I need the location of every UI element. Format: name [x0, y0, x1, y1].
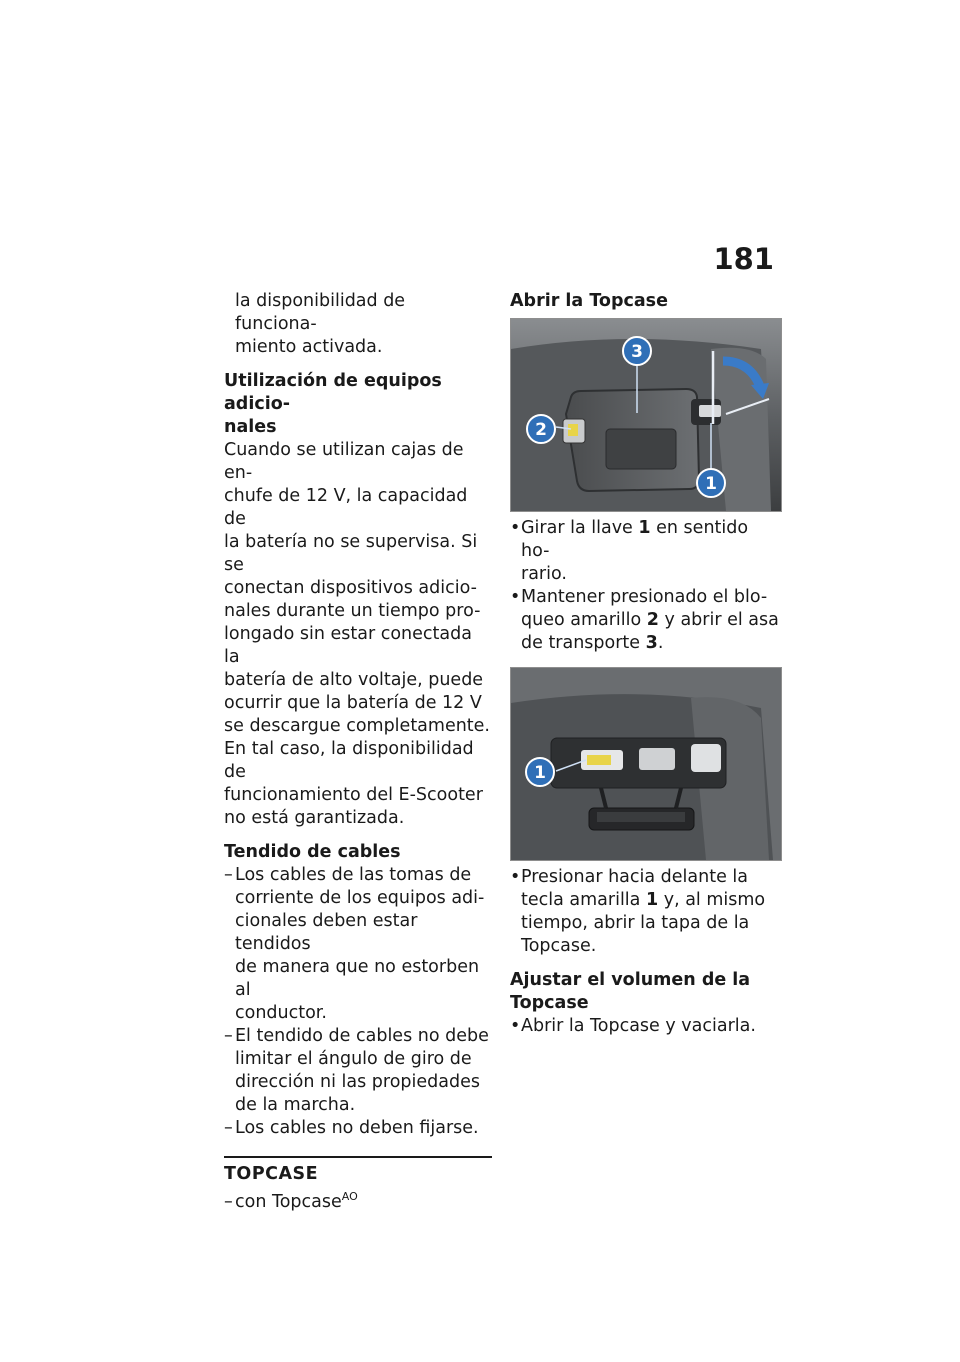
text-line: Topcase.	[521, 936, 597, 956]
volume-steps-list	[510, 1015, 782, 1038]
list-item: • Abrir la Topcase y vaciarla.	[510, 1015, 782, 1038]
text-line: ocurrir que la batería de 12 V	[224, 693, 482, 713]
text-line: Cuando se utilizan cajas de en-	[224, 440, 464, 483]
text-line: no está garantizada.	[224, 808, 405, 828]
list-item	[224, 864, 492, 1025]
text-line: conectan dispositivos adicio-	[224, 578, 477, 598]
option-code: AO	[341, 1190, 358, 1204]
list-item	[224, 1191, 492, 1214]
text-line: – Los cables de las tomas de	[235, 865, 472, 885]
text-line: • Mantener presionado el blo-	[521, 587, 768, 607]
callout-label: 1	[534, 763, 546, 783]
text-span: .	[657, 633, 664, 653]
equipment-text	[224, 439, 492, 830]
list-item	[224, 1117, 492, 1140]
text-line: tiempo, abrir la tapa de la	[521, 913, 750, 933]
text-line	[521, 889, 782, 912]
cables-list	[224, 864, 492, 1140]
reference-number: 1	[645, 890, 659, 910]
cables-heading: Tendido de cables	[224, 842, 401, 862]
equipment-heading: Utilización de equipos adicio-	[224, 371, 442, 414]
lid-steps-list	[510, 866, 782, 958]
intro-line: miento activada.	[235, 337, 383, 357]
text-line: de manera que no estorben al	[235, 957, 480, 1000]
text-line	[521, 632, 782, 655]
text-span: de transporte	[521, 633, 646, 653]
text-line	[521, 517, 782, 563]
intro-line: la disponibilidad de funciona-	[235, 291, 406, 334]
text-line: la batería no se supervisa. Si se	[224, 532, 478, 575]
text-line: funcionamiento del E-Scooter	[224, 785, 483, 805]
text-line: de la marcha.	[235, 1095, 356, 1115]
text-line: En tal caso, la disponibilidad de	[224, 739, 474, 782]
text-line: chufe de 12 V, la capacidad de	[224, 486, 468, 529]
reference-number: 2	[646, 610, 659, 630]
text-line: – Los cables no deben fijarse.	[235, 1118, 479, 1138]
text-line: rario.	[521, 564, 567, 584]
latch-yellow	[568, 424, 578, 436]
text-span: tecla amarilla	[521, 890, 646, 910]
text-line: se descargue completamente.	[224, 716, 490, 736]
text-span: en sentido ho-	[521, 518, 749, 561]
topcase-lid-illustration	[511, 668, 781, 860]
text-line: • Presionar hacia delante la	[521, 867, 748, 887]
volume-heading: Topcase	[510, 993, 589, 1013]
figure-topcase-lid	[510, 667, 782, 861]
open-topcase-heading: Abrir la Topcase	[510, 291, 668, 311]
text-line: batería de alto voltaje, puede	[224, 670, 484, 690]
text-span: Girar la llave	[521, 518, 639, 538]
key-yellow	[587, 755, 611, 765]
list-item	[510, 866, 782, 958]
text-span: y abrir el asa	[658, 610, 779, 630]
volume-heading: Ajustar el volumen de la	[510, 970, 751, 990]
text-line: limitar el ángulo de giro de	[235, 1049, 472, 1069]
text-line: longado sin estar conectada la	[224, 624, 472, 667]
list-item	[224, 1025, 492, 1117]
callout-label: 3	[631, 342, 643, 362]
page-number: 181	[713, 242, 774, 276]
equipment-heading: nales	[224, 417, 277, 437]
list-item	[510, 517, 782, 586]
callout-label: 1	[705, 474, 717, 494]
text-line: – El tendido de cables no debe	[235, 1026, 489, 1046]
text-span: queo amarillo	[521, 610, 647, 630]
left-column	[224, 290, 492, 1214]
open-steps-list	[510, 517, 782, 655]
section-title-topcase: TOPCASE	[224, 1156, 492, 1186]
text-line: cionales deben estar tendidos	[235, 911, 418, 954]
reference-number: 1	[638, 518, 651, 538]
topcase-options	[224, 1191, 492, 1214]
reference-number: 3	[645, 633, 658, 653]
callout-label: 2	[535, 420, 547, 440]
text-line: corriente de los equipos adi-	[235, 888, 485, 908]
option-text: con Topcase	[235, 1192, 342, 1212]
text-line: dirección ni las propiedades	[235, 1072, 480, 1092]
topcase-handle-illustration	[511, 319, 781, 511]
text-line: nales durante un tiempo pro-	[224, 601, 481, 621]
text-span: y, al mismo	[658, 890, 766, 910]
figure-topcase-handle	[510, 318, 782, 512]
text-line: conductor.	[235, 1003, 327, 1023]
list-item	[510, 586, 782, 655]
text-line	[521, 609, 782, 632]
right-column	[510, 290, 782, 1038]
